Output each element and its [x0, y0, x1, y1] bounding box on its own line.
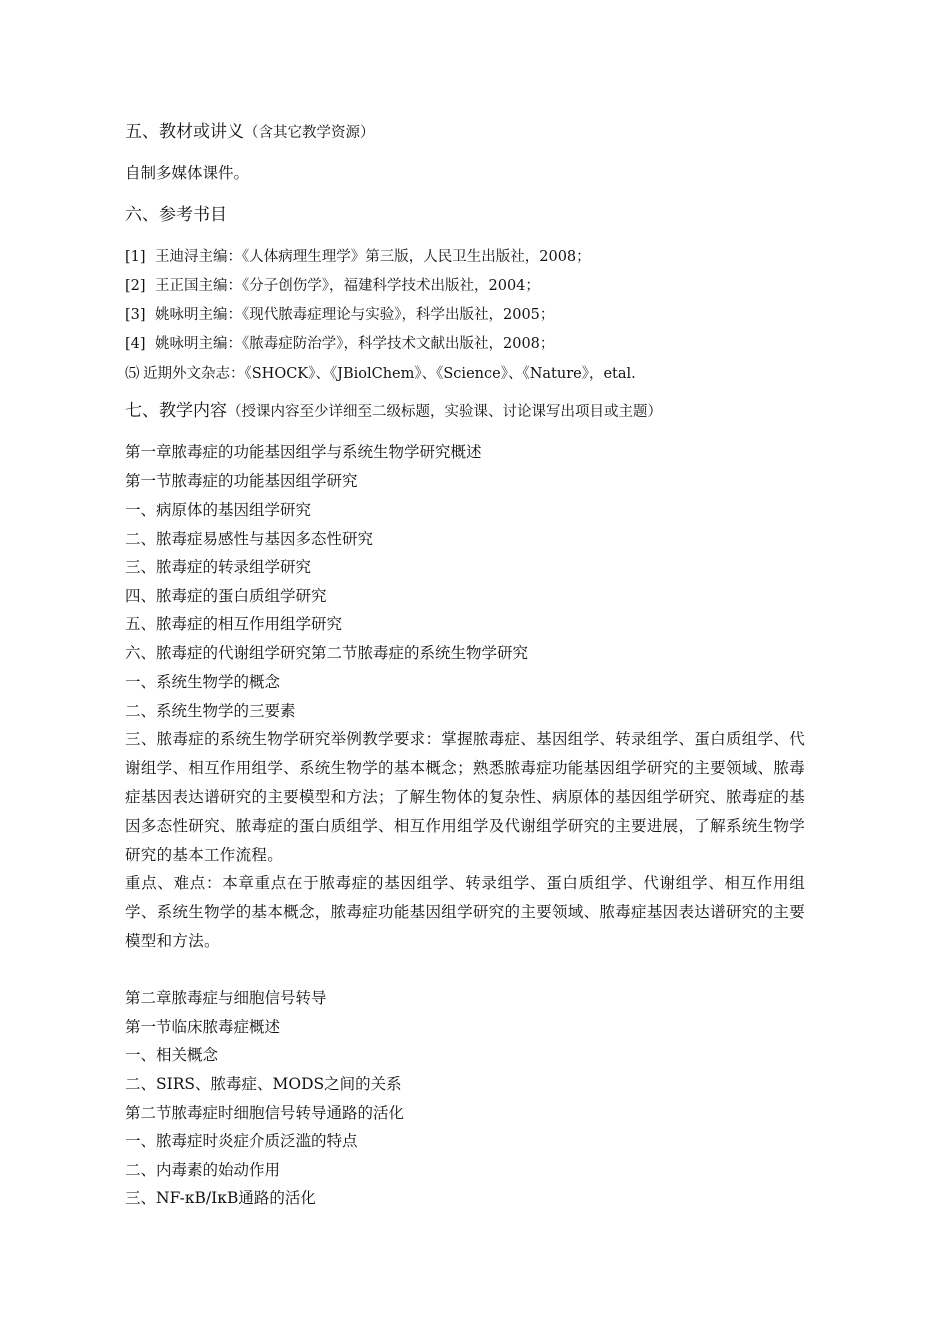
outline-item: 四、脓毒症的蛋白质组学研究 — [125, 587, 327, 605]
outline-item: 五、脓毒症的相互作用组学研究 — [125, 615, 343, 633]
section-heading-content — [125, 401, 662, 422]
section-title: 第二节脓毒症时细胞信号转导通路的活化 — [125, 1104, 405, 1122]
chapter-title: 第一章脓毒症的功能基因组学与系统生物学研究概述 — [125, 443, 482, 461]
heading-text: 七、教学内容 — [125, 401, 227, 421]
section-title: 第一节脓毒症的功能基因组学研究 — [125, 472, 358, 490]
outline-item: 六、脓毒症的代谢组学研究第二节脓毒症的系统生物学研究 — [125, 644, 529, 662]
reference-number: [2] — [125, 278, 146, 294]
outline-item: 二、系统生物学的三要素 — [125, 702, 296, 720]
outline-item: 三、脓毒症的转录组学研究 — [125, 558, 312, 576]
textbook-body: 自制多媒体课件。 — [125, 164, 250, 182]
heading-note: （授课内容至少详细至二级标题，实验课、讨论课写出项目或主题） — [227, 404, 662, 420]
outline-item: 二、脓毒症易感性与基因多态性研究 — [125, 530, 374, 548]
outline-item: 一、病原体的基因组学研究 — [125, 501, 312, 519]
reference-item — [125, 276, 540, 296]
outline-item: 二、SIRS、脓毒症、MODS之间的关系 — [125, 1075, 402, 1093]
section-title: 第一节临床脓毒症概述 — [125, 1018, 281, 1036]
reference-text: 王迪浔主编：《人体病理生理学》第三版，人民卫生出版社，2008； — [155, 249, 591, 265]
reference-text: 姚咏明主编：《现代脓毒症理论与实验》，科学出版社，2005； — [155, 307, 555, 323]
chapter-title: 第二章脓毒症与细胞信号转导 — [125, 989, 327, 1007]
heading-text: 五、教材或讲义 — [125, 122, 244, 142]
section-heading-references: 六、参考书目 — [125, 205, 227, 225]
teaching-requirements-paragraph: 三、脓毒症的系统生物学研究举例教学要求：掌握脓毒症、基因组学、转录组学、蛋白质组学、代谢组学、相互作用组学、系统生物学的基本概念；熟悉脓毒症功能基因组学研究的主要领域、脓毒症基因表达谱研究的主要模型和方法；了解生物体的复杂性、病原体的基因组学研究、脓毒症的基因多态性研究、脓毒症的蛋白质组学、相互作用组学及代谢组学研究的主要进展，了解系统生物学研究的基本工作流程。 — [125, 730, 805, 864]
reference-number: [3] — [125, 307, 146, 323]
reference-item — [125, 247, 591, 267]
outline-item: 一、系统生物学的概念 — [125, 673, 281, 691]
reference-item — [125, 364, 636, 384]
heading-note: （含其它教学资源） — [244, 125, 375, 141]
outline-item: 三、NF-κB/IκB通路的活化 — [125, 1189, 316, 1207]
reference-number: ⑸ — [125, 366, 140, 382]
reference-item — [125, 334, 554, 354]
section-heading-textbooks — [125, 122, 375, 143]
reference-number: [1] — [125, 249, 146, 265]
reference-text: 近期外文杂志：《SHOCK》、《JBiolChem》、《Science》、《Nature》，etal. — [143, 366, 636, 382]
reference-number: [4] — [125, 336, 146, 352]
outline-item: 二、内毒素的始动作用 — [125, 1161, 281, 1179]
outline-item: 一、脓毒症时炎症介质泛滥的特点 — [125, 1132, 358, 1150]
reference-text: 王正国主编：《分子创伤学》，福建科学技术出版社，2004； — [155, 278, 540, 294]
outline-item: 一、相关概念 — [125, 1046, 219, 1064]
key-points-paragraph: 重点、难点：本章重点在于脓毒症的基因组学、转录组学、蛋白质组学、代谢组学、相互作用组学、系统生物学的基本概念，脓毒症功能基因组学研究的主要领域、脓毒症基因表达谱研究的主要模型和方法。 — [125, 874, 805, 950]
reference-item — [125, 305, 554, 325]
reference-text: 姚咏明主编：《脓毒症防治学》，科学技术文献出版社，2008； — [155, 336, 555, 352]
